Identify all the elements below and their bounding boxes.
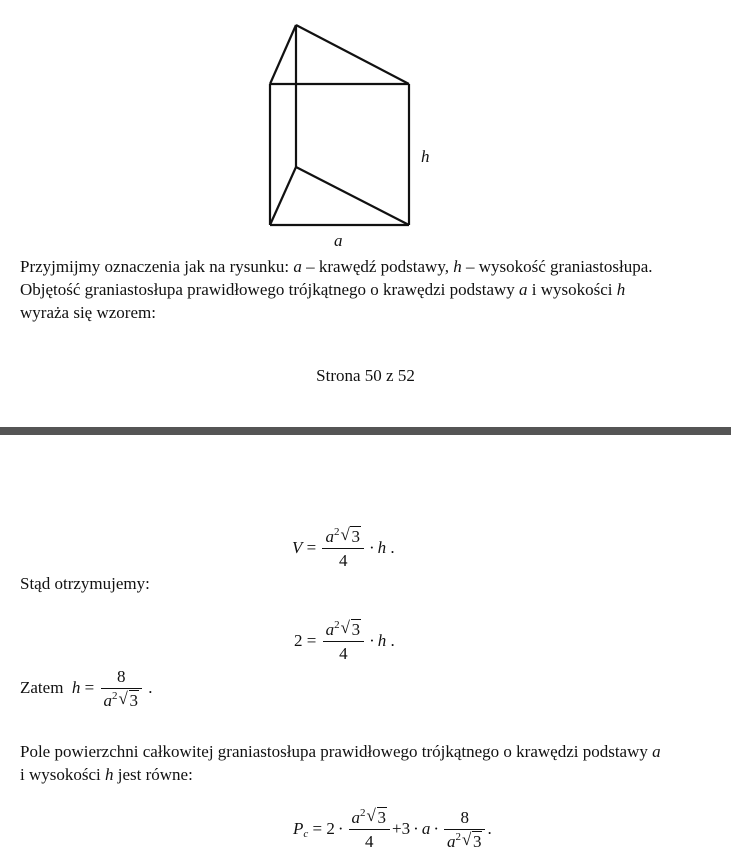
intro-paragraph: Przyjmijmy oznaczenia jak na rysunku: a – krawędź podstawy, h – wysokość graniastosłupa. Objętość graniastosłupa prawidłowego trójkątnego o krawędzi podstawy a i wysokości h wyraża się wzorem: <box>20 257 653 322</box>
fraction: 8 $a^2$ √ 3 <box>444 808 486 852</box>
var-a: a <box>293 257 302 276</box>
height-label: h <box>421 147 430 166</box>
var-h: h <box>453 257 462 276</box>
var-h: h <box>105 765 114 784</box>
area-formula: $P_c = 2$ · $a^2$ √ 3 4 +3 · a · 8 $a^2$ √ 3 . <box>293 806 492 851</box>
height-result: Zatem h = 8 $a^2$ √ 3 . <box>20 667 153 710</box>
fraction: $a^2$ √ 3 4 <box>323 620 365 664</box>
page-number: Strona 50 z 52 <box>316 366 415 385</box>
base-edge-label: a <box>334 231 343 250</box>
fraction: $a^2$ √ 3 4 <box>349 808 391 852</box>
fraction: 8 $a^2$ √ 3 <box>101 667 143 711</box>
volume-formula: V = $a^2$ √ 3 4 · h . <box>292 525 395 570</box>
var-a: a <box>519 280 528 299</box>
var-a: a <box>652 742 661 761</box>
substituted-formula: 2 = $a^2$ √ 3 4 · h . <box>294 618 395 663</box>
area-paragraph: Pole powierzchni całkowitej graniastosłupa prawidłowego trójkątnego o krawędzi podstawy a i wysokości h jest równe: <box>20 742 661 784</box>
prism-diagram <box>255 15 445 250</box>
var-h: h <box>616 280 626 299</box>
fraction: $a^2$ √ 3 4 <box>322 527 364 571</box>
page-separator <box>0 427 731 435</box>
stad-text: Stąd otrzymujemy: <box>20 574 150 593</box>
